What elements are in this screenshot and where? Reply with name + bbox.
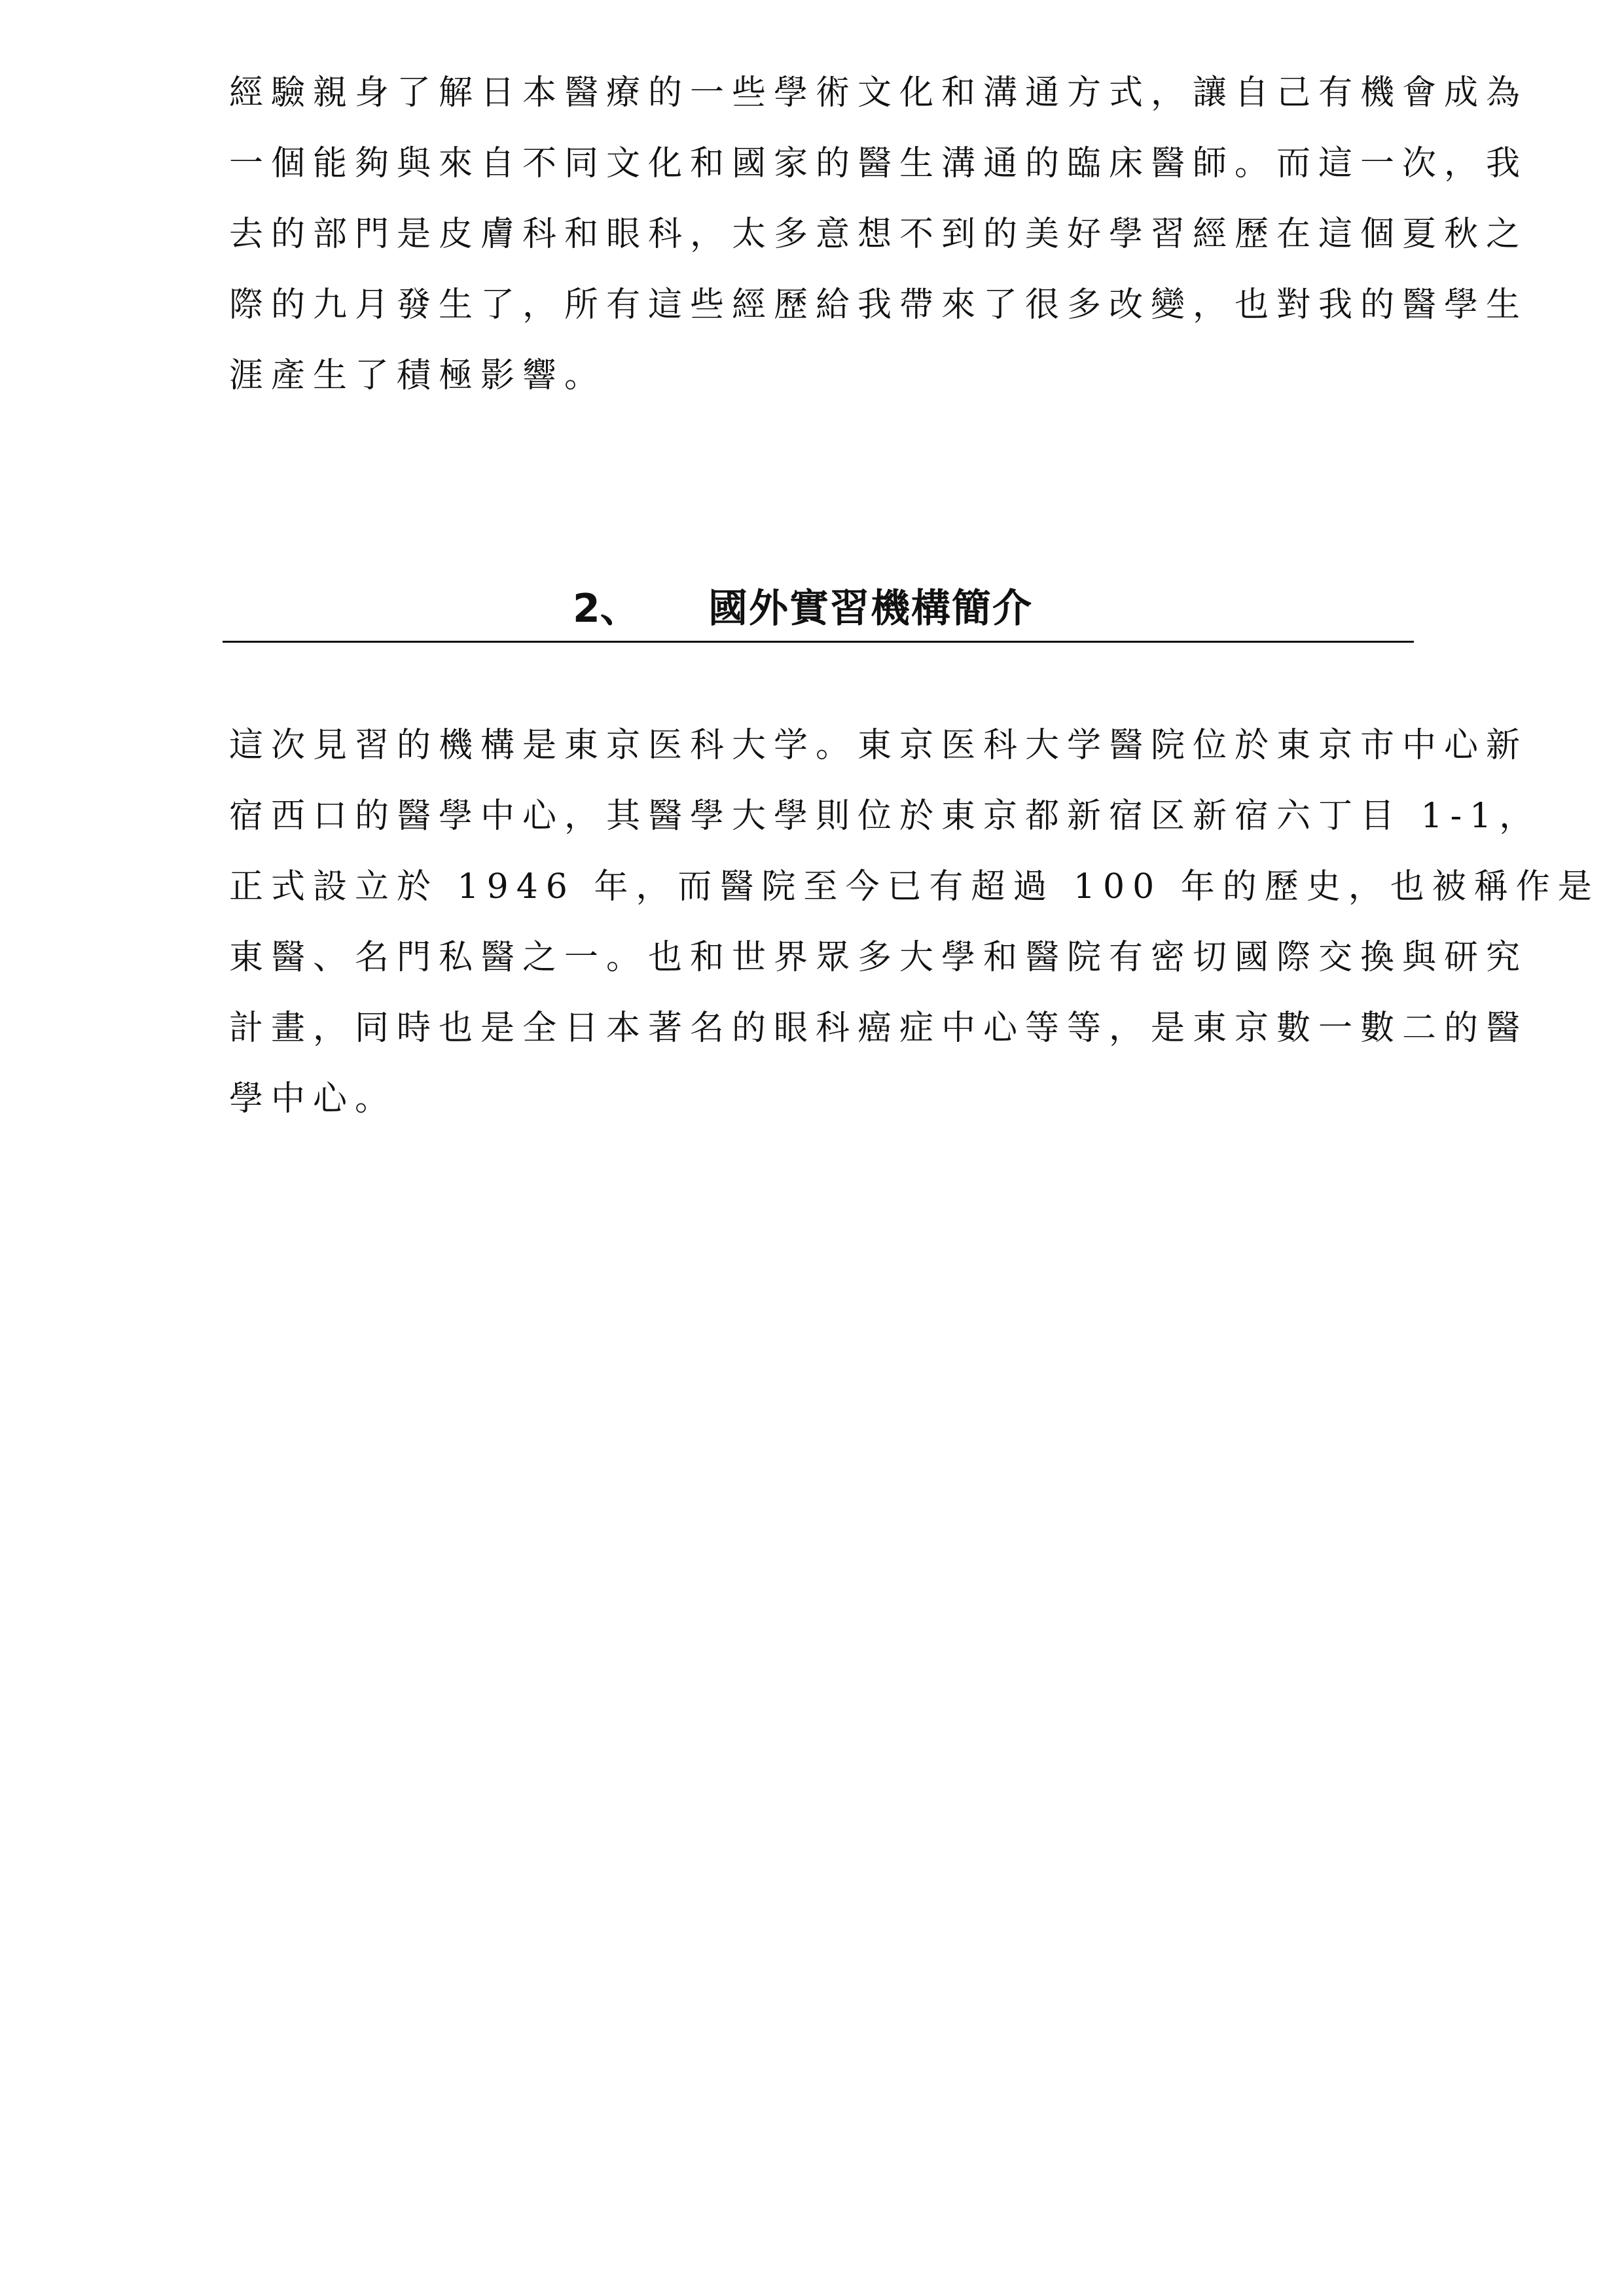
text-line: 際的九月發生了，所有這些經歷給我帶來了很多改變，也對我的醫學生 [229,285,1528,325]
paragraph-institution [229,710,1600,1134]
section-title: 國外實習機構簡介 [708,586,1033,632]
text-line: 正式設立於 1946 年，而醫院至今已有超過 100 年的歷史，也被稱作是 [229,867,1600,906]
text-line: 去的部門是皮膚科和眼科，太多意想不到的美好學習經歷在這個夏秋之 [229,215,1528,254]
text-line: 計畫，同時也是全日本著名的眼科癌症中心等等，是東京數一數二的醫 [229,1009,1528,1048]
text-line: 這次見習的機構是東京医科大学。東京医科大学醫院位於東京市中心新 [229,726,1528,765]
text-line: 經驗親身了解日本醫療的一些學術文化和溝通方式，讓自己有機會成為 [229,73,1528,113]
paragraph-intro-continued [229,58,1528,411]
text-line: 涯產生了積極影響。 [229,356,607,395]
text-line: 宿西口的醫學中心，其醫學大學則位於東京都新宿区新宿六丁目 1-1， [229,797,1542,836]
text-line: 學中心。 [229,1079,397,1119]
text-line: 一個能夠與來自不同文化和國家的醫生溝通的臨床醫師。而這一次，我 [229,144,1528,183]
section-heading [223,571,1414,643]
section-number: 2、 [573,586,640,632]
text-line: 東醫、名門私醫之一。也和世界眾多大學和醫院有密切國際交換與研究 [229,938,1528,977]
